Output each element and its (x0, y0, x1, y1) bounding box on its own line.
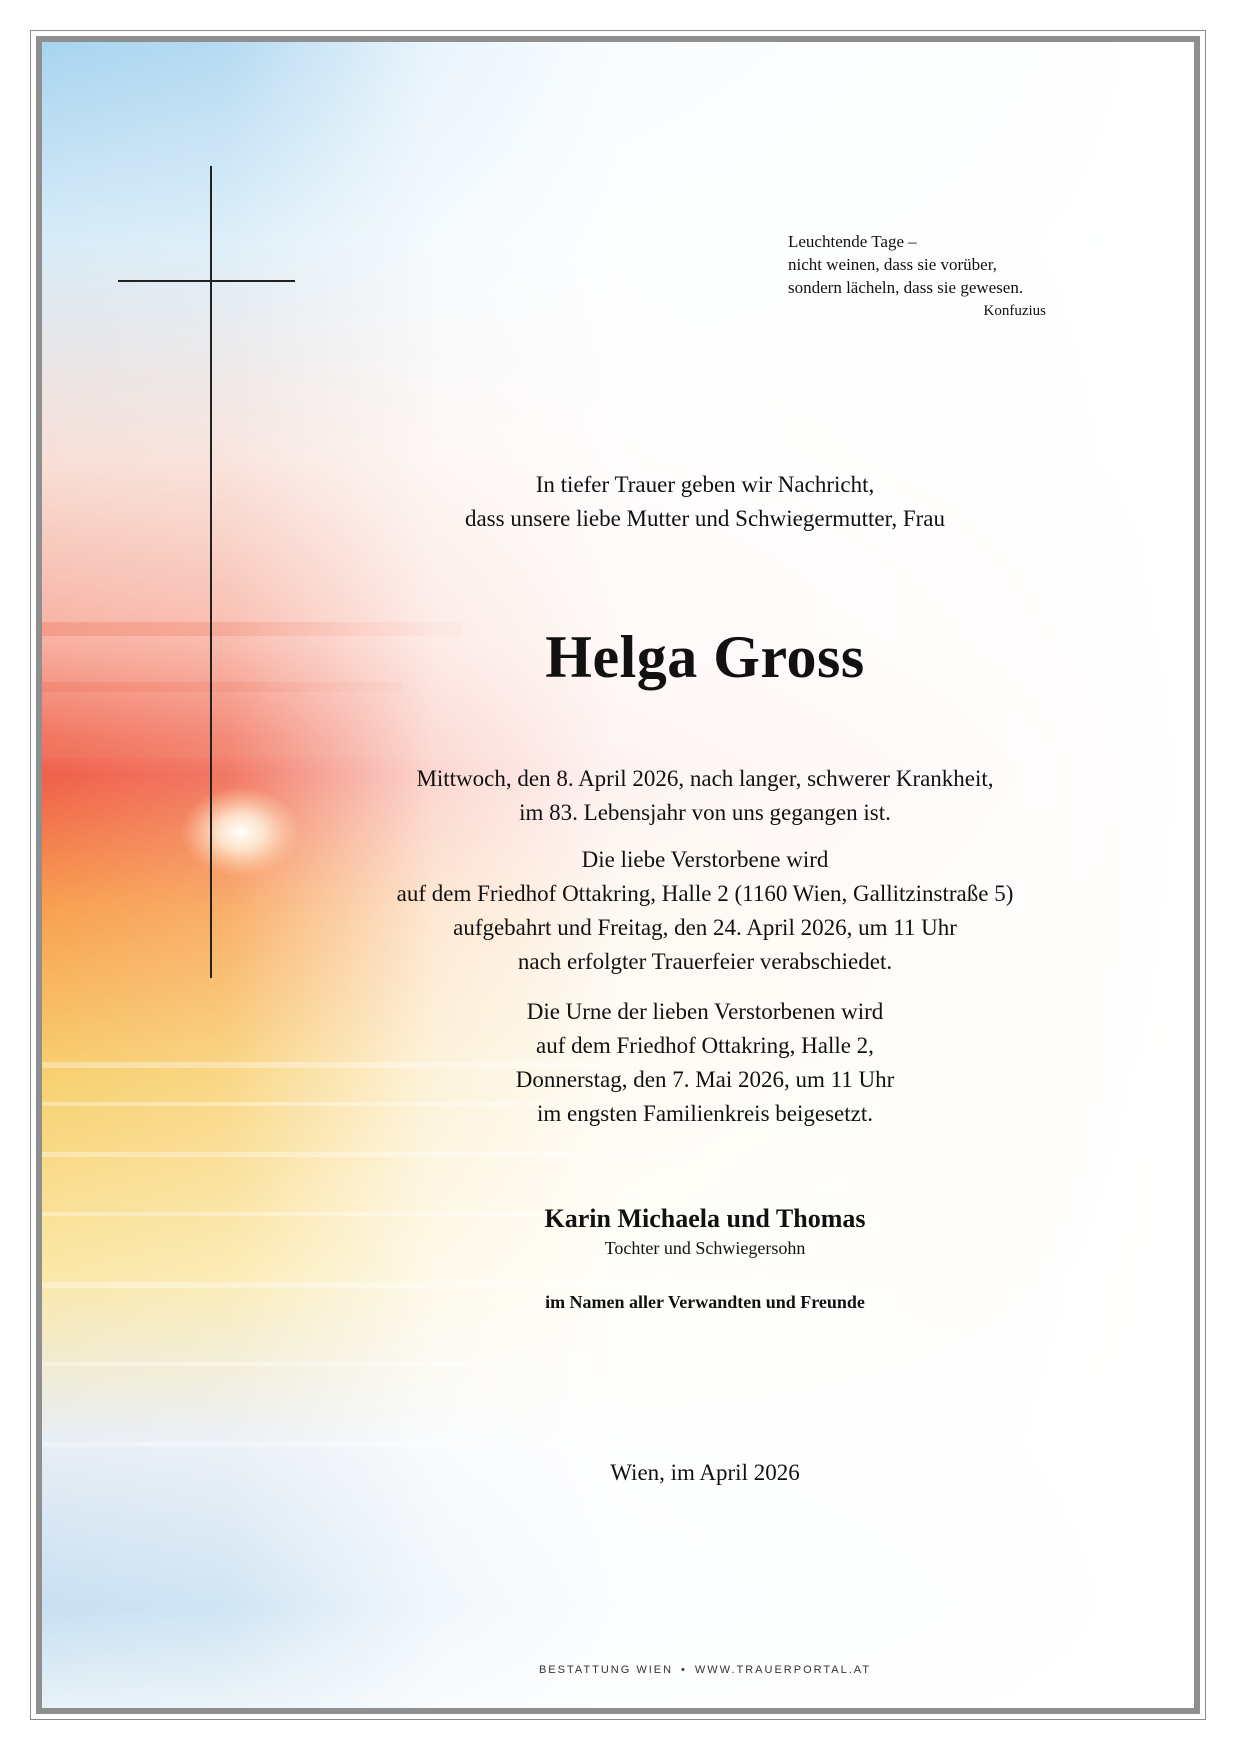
urn-line: Donnerstag, den 7. Mai 2026, um 11 Uhr (515, 1067, 895, 1092)
quote-line: nicht weinen, dass sie vorüber, (788, 255, 997, 274)
place-date: Wien, im April 2026 (610, 1460, 800, 1485)
intro-line: dass unsere liebe Mutter und Schwiegermutter, Frau (464, 506, 946, 531)
on-behalf-text: im Namen aller Verwandten und Freunde (545, 1292, 865, 1312)
passing-line: Mittwoch, den 8. April 2026, nach langer, schwerer Krankheit, (416, 766, 994, 791)
urn-text (330, 995, 1080, 1131)
quote-author: Konfuzius (983, 303, 1046, 319)
cross-icon-bar (118, 280, 295, 282)
farewell-text (330, 843, 1080, 979)
urn-line: Die Urne der lieben Verstorbenen wird (526, 999, 884, 1024)
intro-text (330, 468, 1080, 536)
footer (330, 1664, 1080, 1676)
mourner-names: Karin Michaela und Thomas (544, 1204, 866, 1233)
farewell-line: Die liebe Verstorbene wird (581, 847, 829, 872)
farewell-line: nach erfolgter Trauerfeier verabschiedet. (517, 949, 893, 974)
intro-line: In tiefer Trauer geben wir Nachricht, (535, 472, 875, 497)
mourner-relation: Tochter und Schwiegersohn (604, 1238, 806, 1258)
deceased-name: Helga Gross (545, 624, 865, 690)
cross-icon (210, 166, 212, 978)
quote (788, 230, 1098, 323)
quote-line: sondern lächeln, dass sie gewesen. (788, 278, 1024, 297)
footer-separator: • (681, 1664, 687, 1676)
farewell-line: aufgebahrt und Freitag, den 24. April 2026, um 11 Uhr (453, 915, 957, 940)
passing-line: im 83. Lebensjahr von uns gegangen ist. (519, 800, 891, 825)
passing-text (330, 762, 1080, 830)
urn-line: im engsten Familienkreis beigesetzt. (537, 1101, 873, 1126)
urn-line: auf dem Friedhof Ottakring, Halle 2, (536, 1033, 874, 1058)
farewell-line: auf dem Friedhof Ottakring, Halle 2 (1160 Wien, Gallitzinstraße 5) (396, 881, 1014, 906)
footer-website: WWW.TRAUERPORTAL.AT (694, 1664, 872, 1676)
quote-line: Leuchtende Tage – (788, 232, 917, 251)
footer-brand: BESTATTUNG WIEN (538, 1664, 674, 1676)
